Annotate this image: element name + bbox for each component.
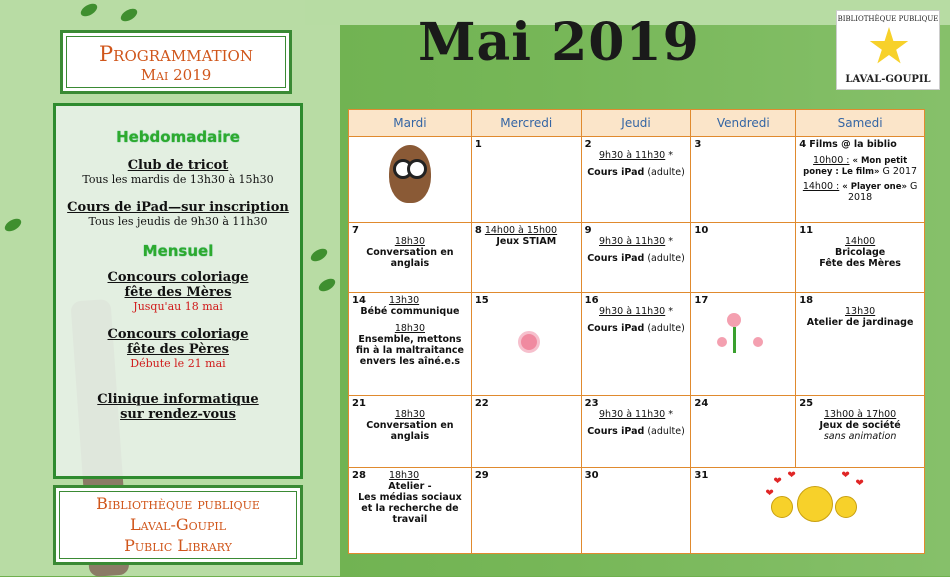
event-mark: * [668, 306, 674, 317]
day-cell-11 [796, 223, 925, 293]
star-icon [869, 27, 909, 67]
library-logo [836, 10, 940, 90]
event-label: Atelier de jardinage [806, 317, 914, 328]
day-header-mardi: Mardi [349, 110, 472, 137]
programmation-box [60, 30, 292, 94]
day-number: 25 [799, 398, 814, 409]
day-number: 17 [694, 295, 709, 306]
day-cell-16 [581, 293, 691, 396]
day-header-jeudi: Jeudi [581, 110, 691, 137]
calendar-week-2 [349, 223, 925, 293]
event-label: Cours iPad [587, 426, 645, 437]
event-time: 13h00 à 17h00 [823, 409, 897, 420]
event-time: 9h30 à 11h30 [599, 409, 666, 420]
tricot-title: Club de tricot [127, 158, 229, 173]
peres-title-1: Concours coloriage [107, 327, 249, 342]
event-label: Films @ la biblio [809, 139, 897, 150]
meres-title-2: fête des Mères [124, 285, 232, 300]
event-label: Cours iPad [587, 323, 645, 334]
day-cell-24 [691, 396, 796, 468]
day-cell-29 [471, 468, 581, 554]
peres-title-2: fête des Pères [126, 342, 229, 357]
stem-icon [733, 327, 736, 353]
heart-icon: ❤ [855, 478, 864, 489]
info-panel [53, 103, 303, 479]
day-cell-9 [581, 223, 691, 293]
meres-note: Jusqu'au 18 mai [133, 300, 223, 313]
event-label: Fête des Mères [819, 258, 901, 269]
day-header-mercredi: Mercredi [471, 110, 581, 137]
heart-icon: ❤ [765, 488, 774, 499]
event-label: Jeux de société [819, 420, 901, 431]
day-number: 3 [694, 139, 702, 150]
logo-text-bottom: LAVAL-GOUPIL [845, 74, 931, 85]
event-label: Bébé communique [360, 306, 460, 317]
movie-rating: G 2017 [882, 166, 918, 177]
library-line-2: Laval-Goupil [130, 515, 226, 534]
programmation-title: Programmation [99, 42, 253, 66]
library-line-1: Bibliothèque publique [96, 494, 260, 513]
event-audience: (adulte) [647, 253, 685, 264]
logo-text-top: BIBLIOTHÈQUE PUBLIQUE [837, 15, 939, 23]
calendar-table [348, 109, 925, 554]
day-number: 1 [474, 139, 482, 150]
day-cell-30 [581, 468, 691, 554]
event-audience: (adulte) [647, 167, 685, 178]
day-number: 14 [352, 295, 366, 306]
movie-title: « Mon petit poney : Le film» [803, 156, 908, 177]
tricot-desc: Tous les mardis de 13h30 à 15h30 [82, 173, 274, 186]
library-line-3: Public Library [124, 536, 232, 555]
event-label: Jeux STIAM [496, 236, 557, 247]
clinique-title-1: Clinique informatique [97, 392, 259, 407]
day-cell-2 [581, 137, 691, 223]
flower-icon [753, 337, 763, 347]
calendar-header-row [349, 110, 925, 137]
page-title: Mai 2019 [418, 12, 700, 73]
day-cell-21 [349, 396, 472, 468]
day-number: 10 [694, 225, 709, 236]
day-number: 9 [584, 225, 592, 236]
calendar-week-3 [349, 293, 925, 396]
heart-icon: ❤ [773, 476, 782, 487]
day-number: 21 [352, 398, 366, 409]
event-note: sans animation [823, 431, 897, 442]
day-number: 8 [474, 225, 482, 236]
event-time: 10h00 : [813, 155, 850, 166]
event-audience: (adulte) [647, 426, 685, 437]
heart-icon: ❤ [787, 470, 796, 481]
event-label: Cours iPad [587, 167, 645, 178]
day-header-vendredi: Vendredi [691, 110, 796, 137]
calendar-week-5 [349, 468, 925, 554]
day-number: 30 [584, 470, 599, 481]
event-time: 13h30 [388, 295, 420, 306]
event-label: Ensemble, mettons fin à la maltraitance envers les aîné.e.s [355, 334, 464, 367]
movie-rating: G 2018 [848, 181, 918, 203]
flower-icon [717, 337, 727, 347]
event-time: 18h30 [394, 236, 426, 247]
day-cell-28 [349, 468, 472, 554]
programmation-month: Mai 2019 [140, 66, 212, 84]
meres-title-1: Concours coloriage [107, 270, 249, 285]
day-cell-15 [471, 293, 581, 396]
day-number: 23 [584, 398, 599, 409]
ipad-desc: Tous les jeudis de 9h30 à 11h30 [88, 215, 268, 228]
day-cell-14 [349, 293, 472, 396]
day-cell-18 [796, 293, 925, 396]
event-time: 14h00 : [802, 181, 840, 192]
flower-icon [518, 331, 540, 353]
day-cell-25 [796, 396, 925, 468]
day-number: 24 [694, 398, 709, 409]
mensuel-heading: Mensuel [142, 242, 214, 260]
event-time: 13h30 [845, 306, 876, 317]
movie-title: « Player one» [842, 182, 907, 192]
day-number: 11 [799, 225, 814, 236]
clinique-title-2: sur rendez-vous [120, 407, 236, 422]
event-time: 18h30 [388, 470, 420, 481]
smiley-icon [771, 496, 793, 518]
day-number: 29 [474, 470, 489, 481]
day-cell-31 [691, 468, 925, 554]
day-number: 2 [584, 139, 592, 150]
day-number: 31 [694, 470, 709, 481]
calendar-week-4 [349, 396, 925, 468]
day-cell-10 [691, 223, 796, 293]
event-mark: * [668, 236, 674, 247]
event-time: 14h00 à 15h00 [484, 225, 558, 236]
day-cell-17 [691, 293, 796, 396]
owl-icon [389, 145, 431, 203]
smiley-icon [797, 486, 833, 522]
day-number: 15 [474, 295, 489, 306]
day-cell-empty [349, 137, 472, 223]
day-number: 28 [352, 470, 366, 481]
day-number: 18 [799, 295, 814, 306]
event-label: Atelier - [388, 481, 432, 492]
day-header-samedi: Samedi [796, 110, 925, 137]
day-number: 22 [474, 398, 489, 409]
hebdo-heading: Hebdomadaire [116, 128, 240, 146]
day-number: 4 [799, 139, 807, 150]
day-number: 16 [584, 295, 599, 306]
event-mark: * [668, 150, 674, 161]
flower-icon [727, 313, 741, 327]
day-cell-4 [796, 137, 925, 223]
event-label: Bricolage [834, 247, 886, 258]
event-time: 18h30 [394, 409, 426, 420]
day-cell-3 [691, 137, 796, 223]
event-audience: (adulte) [647, 323, 685, 334]
library-name-box [53, 485, 303, 565]
day-cell-1 [471, 137, 581, 223]
day-number: 7 [352, 225, 359, 236]
event-description: Les médias sociaux et la recherche de travail [358, 492, 462, 525]
event-time: 14h00 [845, 236, 876, 247]
event-label: Cours iPad [587, 253, 645, 264]
event-label: Conversation en anglais [366, 420, 454, 442]
peres-note: Débute le 21 mai [130, 357, 226, 370]
event-time: 9h30 à 11h30 [599, 150, 666, 161]
event-time: 18h30 [394, 323, 426, 334]
smiley-icon [835, 496, 857, 518]
day-cell-7 [349, 223, 472, 293]
day-cell-23 [581, 396, 691, 468]
event-time: 9h30 à 11h30 [599, 306, 666, 317]
event-time: 9h30 à 11h30 [599, 236, 666, 247]
event-label: Conversation en anglais [366, 247, 454, 269]
event-mark: * [668, 409, 674, 420]
calendar-week-1 [349, 137, 925, 223]
heart-icon: ❤ [841, 470, 850, 481]
day-cell-8 [471, 223, 581, 293]
day-cell-22 [471, 396, 581, 468]
ipad-title: Cours de iPad—sur inscription [67, 200, 289, 215]
